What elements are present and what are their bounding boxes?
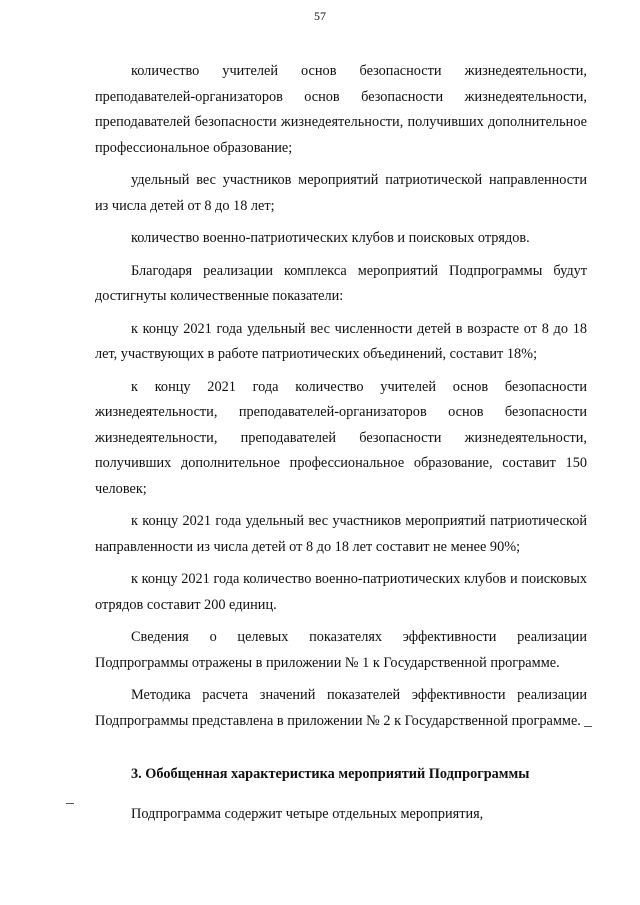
paragraph-target-clubs: к концу 2021 года количество военно-патриотических клубов и поисковых отрядов составит 200 единиц. [95, 571, 587, 613]
paragraph-method-appendix-2: Методика расчета значений показателей эффективности реализации Подпрограммы представлена в приложении № 2 к Государственной программе. [95, 687, 587, 729]
paragraph-target-participants: к концу 2021 года удельный вес участников мероприятий патриотической направленности из числа детей от 8 до 18 лет составит не менее 90%; [95, 513, 587, 555]
section-heading: 3. Обобщенная характеристика мероприятий Подпрограммы [131, 766, 530, 782]
paragraph-indicators-intro: Благодаря реализации комплекса мероприятий Подпрограммы будут достигнуты количественные показатели: [95, 262, 587, 304]
paragraph-participants-share: удельный вес участников мероприятий патриотической направленности из числа детей от 8 до 18 лет; [95, 172, 587, 214]
paragraph-target-teachers: к концу 2021 года количество учителей основ безопасности жизнедеятельности, преподавателей-организаторов основ безопасности жизнедеятельности, преподавателей безопасности жизнедеятельности, получивших дополнительное профессиональное образование, составит 150 человек; [95, 378, 587, 497]
scan-mark [584, 726, 592, 727]
scan-mark [66, 803, 74, 804]
paragraph-teachers-count: количество учителей основ безопасности жизнедеятельности, преподавателей-организаторов основ безопасности жизнедеятельности, преподавателей безопасности жизнедеятельности, получивших дополнительное профессиональное образование; [95, 63, 587, 156]
page-number: 57 [314, 9, 326, 23]
paragraph-clubs-count: количество военно-патриотических клубов и поисковых отрядов. [131, 230, 530, 246]
paragraph-targets-appendix-1: Сведения о целевых показателях эффективности реализации Подпрограммы отражены в приложении № 1 к Государственной программе. [95, 629, 587, 671]
paragraph-target-children-share: к концу 2021 года удельный вес численности детей в возрасте от 8 до 18 лет, участвующих в работе патриотических объединений, составит 18%; [95, 320, 587, 362]
document-body [95, 59, 587, 827]
section-first-line: Подпрограмма содержит четыре отдельных мероприятия, [131, 805, 484, 822]
